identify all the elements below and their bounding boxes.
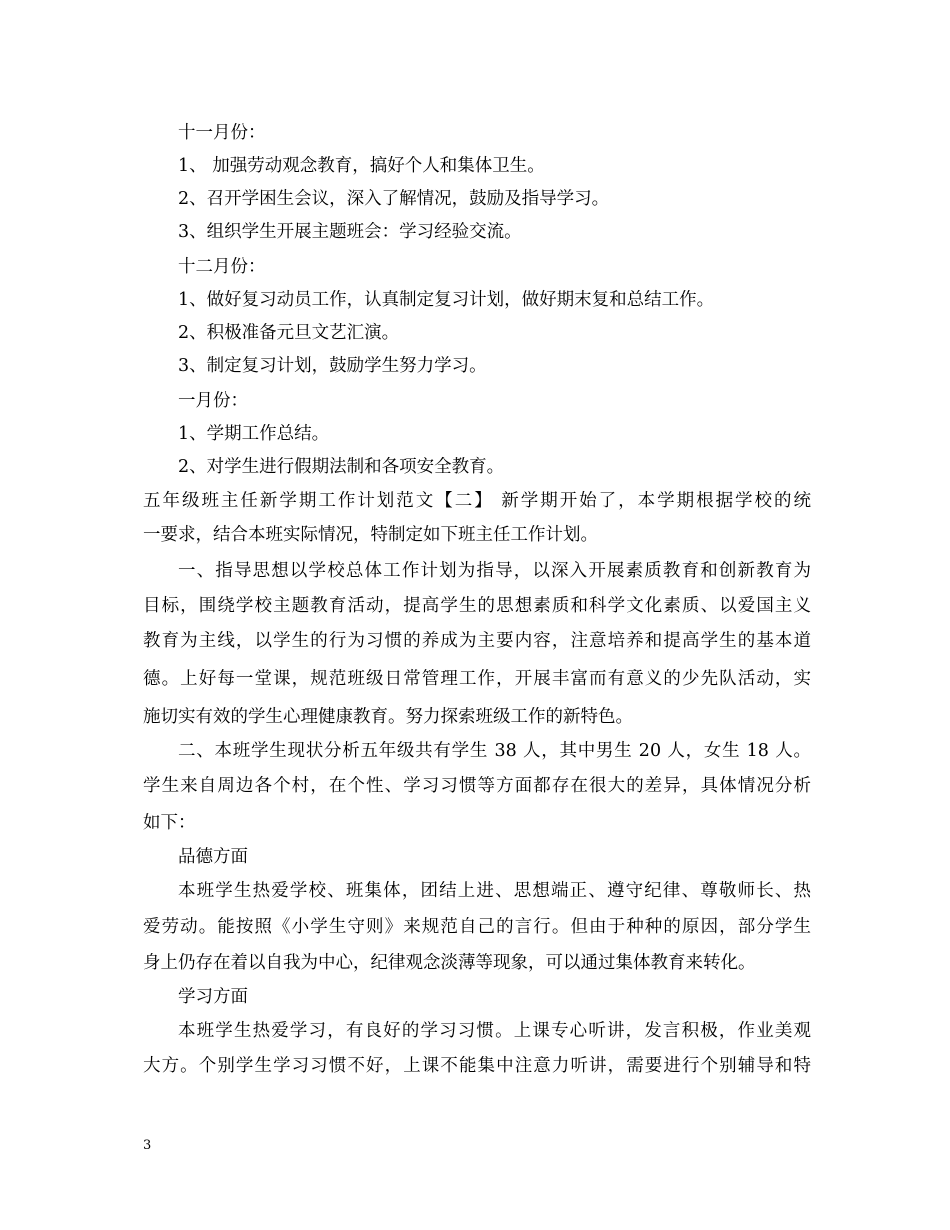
paragraph-line: 3、组织学生开展主题班会：学习经验交流。 [178,222,522,242]
paragraph-line: 目标，围绕学校主题教育活动，提高学生的思想素质和科学文化素质、以爱国主义 [143,596,811,616]
paragraph-line: 爱劳动。能按照《小学生守则》来规范自己的言行。但由于种种的原因，部分学生 [143,917,811,937]
paragraph-line: 3、制定复习计划，鼓励学生努力学习。 [178,356,487,376]
paragraph-line: 1、做好复习动员工作，认真制定复习计划，做好期末复和总结工作。 [178,290,715,310]
paragraph-line: 德。上好每一堂课，规范班级日常管理工作，开展丰富而有意义的少先队活动，实 [143,669,811,689]
paragraph-line: 身上仍存在着以自我为中心，纪律观念淡薄等现象，可以通过集体教育来转化。 [143,953,756,973]
paragraph-line: 如下： [143,813,196,833]
paragraph-line: 2、积极准备元旦文艺汇演。 [178,323,400,343]
subheading-study: 学习方面 [178,987,248,1007]
paragraph-line: 一、指导思想以学校总体工作计划为指导，以深入开展素质教育和创新教育为 [178,561,811,581]
heading-november: 十一月份： [178,123,266,143]
section-title-line: 五年级班主任新学期工作计划范文【二】 新学期开始了，本学期根据学校的统 [143,491,811,511]
heading-january: 一月份： [178,391,248,411]
paragraph-line: 教育为主线，以学生的行为习惯的养成为主要内容，注意培养和提高学生的基本道 [143,631,811,651]
subheading-morality: 品德方面 [178,847,248,867]
paragraph-line: 1、学期工作总结。 [178,424,330,444]
paragraph-line: 2、召开学困生会议，深入了解情况，鼓励及指导学习。 [178,189,610,209]
paragraph-line: 二、本班学生现状分析五年级共有学生 38 人，其中男生 20 人，女生 18 人。 [178,741,811,761]
paragraph-line: 2、对学生进行假期法制和各项安全教育。 [178,457,505,477]
paragraph-line: 施切实有效的学生心理健康教育。努力探索班级工作的新特色。 [143,707,633,727]
paragraph-line: 一要求，结合本班实际情况，特制定如下班主任工作计划。 [143,525,598,545]
paragraph-line: 本班学生热爱学校、班集体，团结上进、思想端正、遵守纪律、尊敬师长、热 [178,881,811,901]
heading-december: 十二月份： [178,257,266,277]
paragraph-line: 学生来自周边各个村，在个性、学习习惯等方面都存在很大的差异，具体情况分析 [143,776,811,796]
page-number: 3 [143,1138,152,1153]
paragraph-line: 本班学生热爱学习，有良好的学习习惯。上课专心听讲，发言积极，作业美观 [178,1021,811,1041]
paragraph-line: 大方。个别学生学习习惯不好，上课不能集中注意力听讲，需要进行个别辅导和特 [143,1056,811,1076]
paragraph-line: 1、 加强劳动观念教育，搞好个人和集体卫生。 [178,156,545,176]
